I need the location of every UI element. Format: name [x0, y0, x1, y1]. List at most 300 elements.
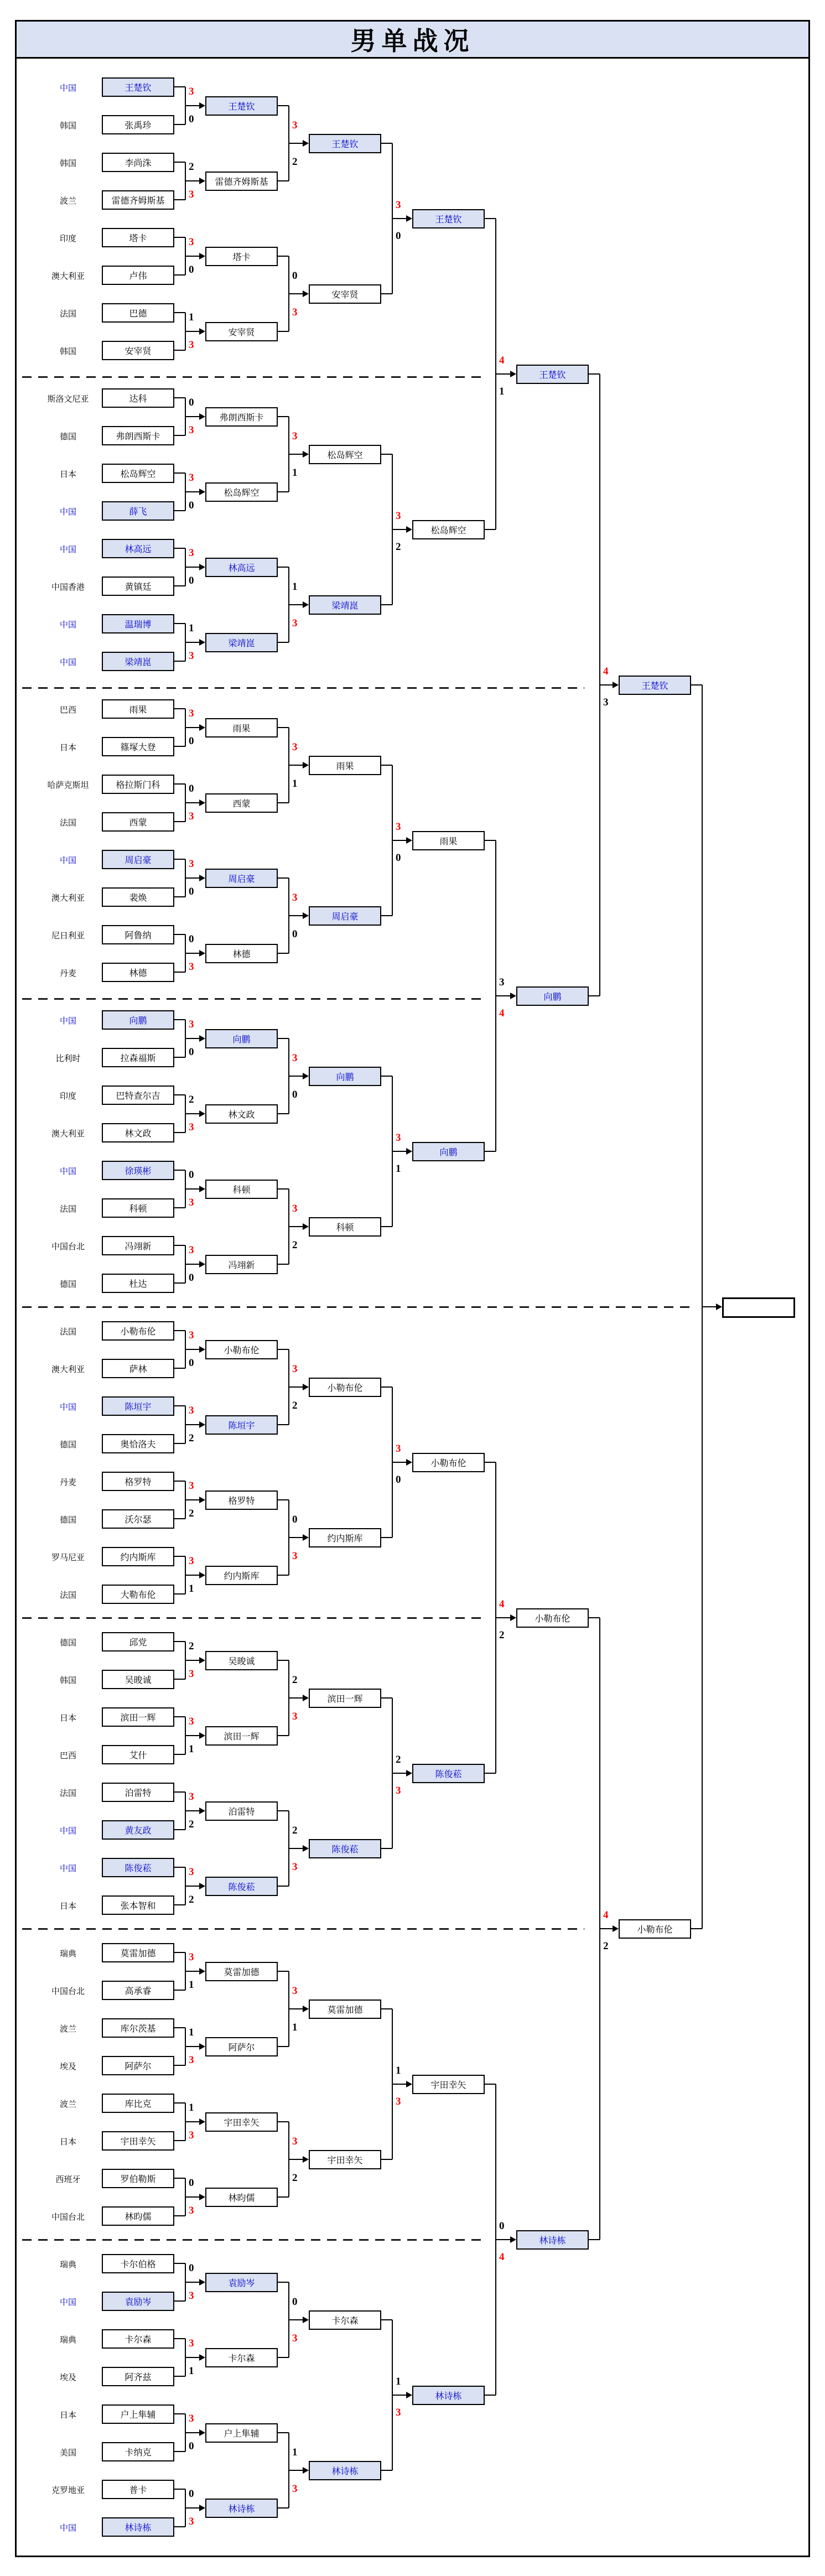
country-label: 日本 — [59, 1713, 76, 1723]
player-box: 黄友政 — [102, 1820, 174, 1840]
player-box: 宇田幸矢 — [102, 2131, 174, 2151]
player-box: 奥恰洛夫 — [102, 1434, 174, 1453]
country-label: 日本 — [59, 1901, 76, 1911]
bracket-line — [392, 2084, 407, 2085]
country-label: 日本 — [59, 2410, 76, 2420]
bracket-line — [174, 1593, 185, 1595]
bracket-line — [278, 2507, 289, 2509]
score-label: 3 — [189, 1668, 194, 1680]
section-divider — [22, 376, 482, 378]
bracket-line — [185, 331, 200, 332]
score-label: 1 — [292, 2022, 298, 2033]
player-box: 罗伯勒斯 — [102, 2169, 174, 2188]
player-box: 松岛辉空 — [102, 464, 174, 483]
country-label: 韩国 — [59, 158, 76, 168]
winner-box-r3: 卡尔森 — [309, 2310, 381, 2330]
bracket-line — [589, 1617, 600, 1618]
arrowhead-icon — [199, 1110, 205, 1117]
score-label: 4 — [499, 355, 505, 366]
arrowhead-icon — [406, 1148, 412, 1155]
player-box: 格罗特 — [102, 1472, 174, 1491]
country-label: 韩国 — [59, 121, 76, 131]
country-label: 中国 — [59, 620, 76, 630]
winner-box-r2: 向鹏 — [205, 1029, 278, 1048]
bracket-line — [600, 684, 614, 685]
bracket-line — [392, 1151, 407, 1152]
bracket-line — [185, 1424, 200, 1425]
winner-box-r2: 约内斯库 — [205, 1566, 278, 1585]
score-label: 2 — [189, 1508, 194, 1519]
bracket-line — [174, 2300, 185, 2302]
score-label: 3 — [396, 1132, 401, 1144]
score-label: 0 — [189, 1046, 194, 1058]
arrowhead-icon — [199, 102, 205, 109]
quarterfinalist-box: 宇田幸矢 — [412, 2075, 485, 2094]
score-label: 0 — [189, 933, 194, 945]
bracket-line — [174, 1641, 185, 1642]
bracket-line — [289, 293, 304, 294]
arrowhead-icon — [406, 1770, 412, 1777]
score-label: 1 — [499, 386, 505, 397]
bracket-line — [185, 416, 200, 417]
bracket-line — [185, 1349, 200, 1350]
player-box: 林昀儒 — [102, 2206, 174, 2226]
winner-box-r2: 陈垣宇 — [205, 1415, 278, 1435]
player-box: 冯翊新 — [102, 1236, 174, 1255]
bracket-line — [381, 604, 392, 605]
bracket-line — [174, 896, 185, 897]
player-box: 弗朗西斯卡 — [102, 426, 174, 445]
bracket-line — [174, 1829, 185, 1830]
bracket-line — [392, 218, 407, 219]
score-label: 3 — [189, 2413, 194, 2424]
arrowhead-icon — [303, 1695, 309, 1701]
bracket-line — [278, 1886, 289, 1887]
score-label: 3 — [292, 1550, 298, 1562]
country-label: 德国 — [59, 1515, 76, 1525]
player-box: 卡纳克 — [102, 2442, 174, 2461]
score-label: 3 — [189, 1480, 194, 1492]
score-label: 1 — [189, 311, 194, 323]
winner-box-r3: 约内斯库 — [309, 1528, 381, 1547]
score-label: 2 — [292, 1825, 298, 1836]
bracket-line — [381, 765, 392, 766]
arrowhead-icon — [716, 1303, 722, 1310]
score-label: 0 — [292, 2296, 298, 2308]
score-label: 3 — [396, 2407, 401, 2418]
bracket-line — [392, 529, 407, 530]
score-label: 0 — [189, 783, 194, 794]
bracket-line — [185, 642, 200, 643]
score-label: 3 — [189, 961, 194, 973]
bracket-line — [174, 510, 185, 511]
country-label: 法国 — [59, 1204, 76, 1214]
score-label: 1 — [189, 1743, 194, 1755]
bracket-line — [174, 934, 185, 935]
arrowhead-icon — [303, 2156, 309, 2163]
score-label: 3 — [189, 1329, 194, 1341]
section-divider — [22, 687, 584, 689]
player-box: 拉森福斯 — [102, 1048, 174, 1067]
score-label: 2 — [292, 156, 298, 168]
finalist-box: 王楚钦 — [619, 676, 691, 695]
country-label: 波兰 — [59, 196, 76, 206]
bracket-line — [185, 180, 200, 181]
bracket-line — [174, 1405, 185, 1406]
arrowhead-icon — [199, 724, 205, 731]
bracket-line — [174, 2140, 185, 2141]
bracket-line — [185, 1575, 200, 1576]
arrowhead-icon — [199, 1261, 205, 1268]
arrowhead-icon — [199, 1186, 205, 1192]
bracket-line — [174, 1716, 185, 1717]
score-label: 0 — [396, 852, 401, 864]
bracket-line — [185, 2282, 200, 2283]
bracket-line — [289, 604, 304, 605]
bracket-line — [278, 180, 289, 181]
score-label: 3 — [189, 811, 194, 822]
arrowhead-icon — [199, 1346, 205, 1353]
score-label: 1 — [396, 1163, 401, 1175]
bracket-line — [185, 567, 200, 568]
bracket-line — [392, 1773, 407, 1774]
score-label: 3 — [189, 708, 194, 719]
bracket-line — [185, 1971, 200, 1972]
score-label: 3 — [189, 1716, 194, 1727]
country-label: 中国 — [59, 1863, 76, 1873]
score-label: 3 — [292, 1861, 298, 1873]
score-label: 3 — [292, 1711, 298, 1722]
arrowhead-icon — [199, 1497, 205, 1503]
arrowhead-icon — [199, 1572, 205, 1578]
score-label: 3 — [189, 547, 194, 559]
score-label: 3 — [189, 650, 194, 662]
bracket-line — [381, 1076, 392, 1077]
player-box: 塔卡 — [102, 228, 174, 247]
score-label: 2 — [292, 1674, 298, 1686]
winner-box-r2: 林昀儒 — [205, 2188, 278, 2207]
bracket-line — [174, 1132, 185, 1133]
score-label: 0 — [189, 886, 194, 897]
player-box: 艾什 — [102, 1745, 174, 1764]
bracket-line — [381, 2008, 392, 2009]
champion-box — [722, 1297, 795, 1318]
quarterfinalist-box: 王楚钦 — [412, 209, 485, 228]
winner-box-r2: 宇田幸矢 — [205, 2112, 278, 2132]
score-label: 0 — [189, 2262, 194, 2274]
player-box: 阿齐兹 — [102, 2367, 174, 2386]
bracket-line — [392, 840, 407, 841]
bracket-line — [174, 1368, 185, 1369]
country-label: 印度 — [59, 233, 76, 243]
arrowhead-icon — [199, 1657, 205, 1664]
arrowhead-icon — [303, 2006, 309, 2012]
player-box: 裴焕 — [102, 887, 174, 907]
player-box: 向鹏 — [102, 1010, 174, 1030]
score-label: 0 — [189, 735, 194, 747]
score-label: 4 — [499, 1007, 505, 1019]
country-label: 澳大利亚 — [51, 271, 85, 281]
player-box: 邱党 — [102, 1632, 174, 1651]
arrowhead-icon — [199, 950, 205, 957]
score-label: 1 — [292, 2447, 298, 2458]
bracket-line — [174, 2065, 185, 2066]
score-label: 3 — [189, 2516, 194, 2527]
winner-box-r3: 周启豪 — [309, 906, 381, 926]
score-label: 1 — [396, 2065, 401, 2076]
score-label: 3 — [292, 1363, 298, 1375]
bracket-line — [278, 1971, 289, 1972]
score-label: 2 — [396, 1754, 401, 1765]
arrowhead-icon — [199, 2505, 205, 2511]
player-box: 卡尔森 — [102, 2329, 174, 2349]
bracket-line — [381, 143, 392, 144]
score-label: 2 — [189, 1094, 194, 1105]
score-label: 1 — [189, 1979, 194, 1991]
score-label: 1 — [292, 467, 298, 479]
score-label: 1 — [189, 2027, 194, 2038]
arrowhead-icon — [199, 2354, 205, 2361]
bracket-line — [174, 859, 185, 860]
bracket-line — [289, 1226, 304, 1227]
bracket-line — [185, 2046, 200, 2047]
score-label: 0 — [292, 928, 298, 940]
player-box: 沃尔瑟 — [102, 1509, 174, 1529]
score-label: 2 — [603, 1940, 609, 1952]
score-label: 3 — [189, 2205, 194, 2216]
player-box: 李尚洙 — [102, 153, 174, 172]
bracket-line — [381, 1697, 392, 1699]
winner-box-r2: 雷德齐姆斯基 — [205, 172, 278, 191]
score-label: 1 — [189, 622, 194, 634]
country-label: 日本 — [59, 2137, 76, 2147]
winner-box-r3: 莫雷加德 — [309, 1999, 381, 2019]
bracket-line — [174, 1556, 185, 1557]
score-label: 3 — [189, 1555, 194, 1567]
arrowhead-icon — [406, 2081, 412, 2087]
bracket-line — [185, 105, 200, 106]
country-label: 埃及 — [59, 2372, 76, 2382]
country-label: 印度 — [59, 1091, 76, 1101]
bracket-line — [185, 802, 200, 803]
arrowhead-icon — [406, 2392, 412, 2398]
arrowhead-icon — [199, 1808, 205, 1814]
bracket-line — [485, 529, 496, 530]
score-label: 2 — [189, 161, 194, 173]
arrowhead-icon — [199, 875, 205, 881]
player-box: 高承睿 — [102, 1981, 174, 2000]
title-bar — [15, 20, 810, 59]
winner-box-r2: 滨田一辉 — [205, 1726, 278, 1746]
bracket-line — [278, 1424, 289, 1425]
bracket-line — [496, 1617, 511, 1618]
bracket-line — [185, 1810, 200, 1811]
winner-box-r2: 弗朗西斯卡 — [205, 407, 278, 427]
bracket-line — [185, 1660, 200, 1661]
winner-box-r3: 安宰贤 — [309, 284, 381, 304]
bracket-line — [174, 2178, 185, 2179]
bracket-line — [174, 1679, 185, 1680]
bracket-line — [185, 1264, 200, 1265]
winner-box-r2: 雨果 — [205, 718, 278, 738]
score-label: 3 — [189, 86, 194, 97]
bracket-line — [381, 915, 392, 916]
bracket-line — [174, 585, 185, 586]
score-label: 0 — [189, 575, 194, 586]
bracket-line — [185, 1499, 200, 1500]
section-divider — [22, 998, 482, 1000]
winner-box-r2: 林高远 — [205, 558, 278, 577]
bracket-line — [600, 1928, 614, 1929]
score-label: 3 — [292, 120, 298, 131]
country-label: 中国 — [59, 1016, 76, 1026]
score-label: 1 — [292, 778, 298, 790]
winner-box-r2: 林文政 — [205, 1104, 278, 1124]
bracket-line — [185, 1735, 200, 1736]
score-label: 1 — [189, 1583, 194, 1595]
score-label: 3 — [292, 1052, 298, 1064]
bracket-line — [289, 765, 304, 766]
country-label: 克罗地亚 — [51, 2485, 85, 2495]
bracket-line — [589, 995, 600, 996]
winner-box-r2: 周启豪 — [205, 869, 278, 888]
country-label: 韩国 — [59, 1675, 76, 1685]
bracket-line — [278, 1264, 289, 1265]
score-label: 3 — [189, 2290, 194, 2302]
bracket-line — [174, 2102, 185, 2104]
bracket-line — [185, 877, 200, 879]
score-label: 3 — [189, 1121, 194, 1133]
bracket-line — [381, 2470, 392, 2471]
bracket-line — [174, 86, 185, 87]
bracket-line — [174, 548, 185, 549]
quarterfinalist-box: 雨果 — [412, 831, 485, 850]
winner-box-r2: 户上隼辅 — [205, 2423, 278, 2443]
country-label: 德国 — [59, 1279, 76, 1289]
country-label: 德国 — [59, 1440, 76, 1450]
winner-box-r2: 松岛辉空 — [205, 482, 278, 502]
score-label: 0 — [189, 2440, 194, 2452]
winner-box-r2: 冯翊新 — [205, 1255, 278, 1274]
score-label: 3 — [603, 697, 609, 708]
quarterfinalist-box: 陈俊菘 — [412, 1764, 485, 1783]
winner-box-r3: 宇田幸矢 — [309, 2150, 381, 2169]
arrowhead-icon — [199, 1883, 205, 1889]
bracket-line — [174, 1282, 185, 1284]
arrowhead-icon — [199, 2279, 205, 2286]
arrowhead-icon — [303, 2467, 309, 2474]
country-label: 西班牙 — [55, 2174, 81, 2184]
score-label: 3 — [189, 2338, 194, 2349]
score-label: 3 — [189, 339, 194, 351]
country-label: 巴西 — [59, 705, 76, 715]
semifinalist-box: 林诗栋 — [516, 2230, 589, 2250]
player-box: 梁靖崑 — [102, 652, 174, 671]
arrowhead-icon — [303, 2317, 309, 2323]
player-box: 吴晙诚 — [102, 1670, 174, 1689]
bracket-line — [702, 1306, 717, 1307]
bracket-line — [496, 995, 511, 996]
winner-box-r2: 科顿 — [205, 1180, 278, 1199]
bracket-line — [185, 2357, 200, 2358]
bracket-line — [174, 1481, 185, 1482]
country-label: 瑞典 — [59, 2260, 76, 2269]
player-box: 达科 — [102, 388, 174, 408]
player-box: 阿鲁纳 — [102, 925, 174, 944]
player-box: 泊雷特 — [102, 1783, 174, 1802]
bracket-line — [174, 1094, 185, 1095]
score-label: 3 — [189, 1019, 194, 1030]
country-label: 中国 — [59, 1402, 76, 1412]
bracket-line — [485, 2084, 496, 2085]
bracket-line — [174, 2451, 185, 2452]
country-label: 法国 — [59, 818, 76, 828]
winner-box-r3: 松岛辉空 — [309, 445, 381, 464]
winner-box-r2: 陈俊菘 — [205, 1877, 278, 1896]
bracket-line — [174, 2489, 185, 2490]
player-box: 大勒布伦 — [102, 1585, 174, 1604]
bracket-line — [289, 915, 304, 916]
score-label: 2 — [396, 541, 401, 553]
winner-box-r2: 林诗栋 — [205, 2499, 278, 2518]
winner-box-r2: 泊雷特 — [205, 1801, 278, 1821]
bracket-line — [174, 1057, 185, 1058]
score-label: 3 — [499, 977, 505, 988]
bracket-line — [278, 331, 289, 332]
score-label: 4 — [499, 2251, 505, 2263]
player-box: 萨林 — [102, 1359, 174, 1378]
winner-box-r2: 阿萨尔 — [205, 2037, 278, 2056]
bracket-line — [278, 2046, 289, 2047]
score-label: 3 — [189, 2054, 194, 2066]
arrowhead-icon — [303, 1223, 309, 1230]
winner-box-r2: 塔卡 — [205, 247, 278, 266]
score-label: 0 — [189, 2488, 194, 2500]
bracket-line — [496, 373, 511, 375]
bracket-line — [278, 491, 289, 492]
country-label: 尼日利亚 — [51, 931, 85, 941]
score-label: 3 — [189, 1405, 194, 1416]
score-label: 3 — [189, 1197, 194, 1208]
bracket-line — [174, 1330, 185, 1331]
arrowhead-icon — [303, 1845, 309, 1852]
arrowhead-icon — [406, 1459, 412, 1466]
winner-box-r2: 安宰贤 — [205, 322, 278, 341]
arrowhead-icon — [199, 413, 205, 420]
arrowhead-icon — [406, 526, 412, 533]
player-box: 徐瑛彬 — [102, 1161, 174, 1180]
player-box: 莫雷加德 — [102, 1943, 174, 1962]
player-box: 周启豪 — [102, 850, 174, 869]
bracket-line — [485, 840, 496, 841]
score-label: 3 — [396, 1443, 401, 1455]
player-box: 王楚钦 — [102, 77, 174, 97]
bracket-line — [381, 2319, 392, 2320]
country-label: 中国台北 — [51, 1986, 85, 1996]
arrowhead-icon — [199, 328, 205, 335]
arrowhead-icon — [199, 253, 205, 259]
player-box: 陈俊菘 — [102, 1858, 174, 1877]
bracket-line — [485, 1151, 496, 1152]
player-box: 袁励岑 — [102, 2292, 174, 2311]
player-box: 张本智和 — [102, 1895, 174, 1915]
bracket-line — [589, 2239, 600, 2240]
player-box: 库比克 — [102, 2094, 174, 2113]
score-label: 2 — [189, 1640, 194, 1652]
bracket-line — [174, 350, 185, 351]
score-label: 3 — [189, 2130, 194, 2141]
bracket-line — [485, 1773, 496, 1774]
